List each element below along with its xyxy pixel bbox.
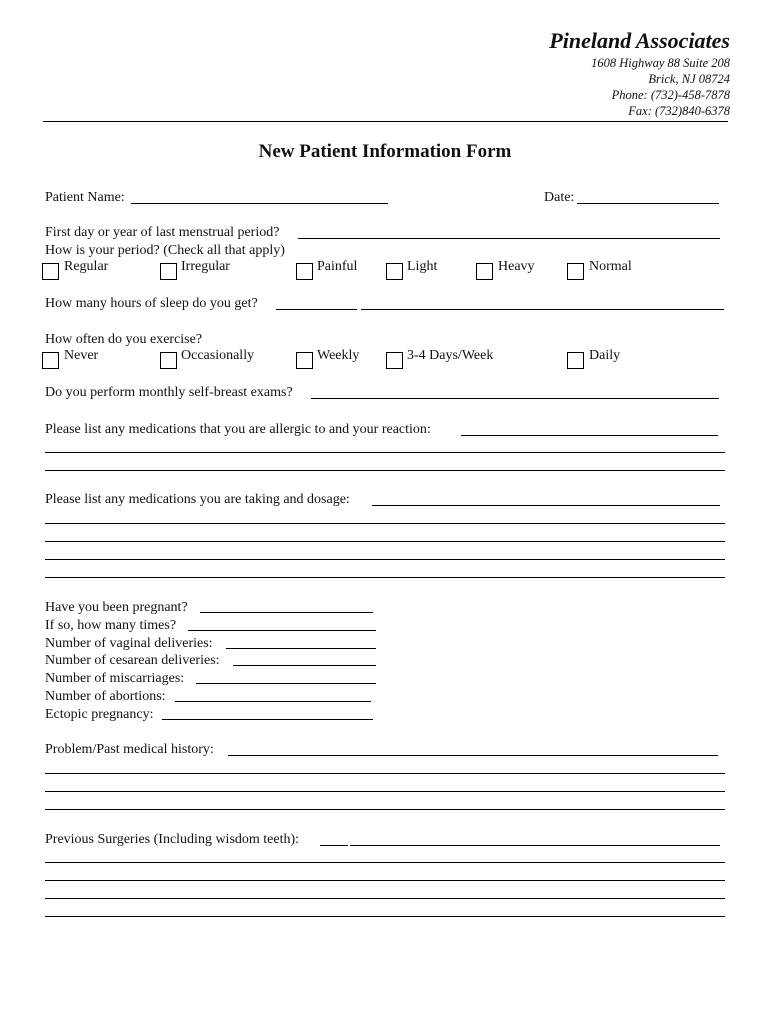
surgeries-line-5[interactable] bbox=[45, 916, 725, 917]
option-normal-label: Normal bbox=[589, 259, 632, 274]
pregnant-field[interactable] bbox=[200, 612, 373, 613]
medications-line-2[interactable] bbox=[45, 523, 725, 524]
times-label: If so, how many times? bbox=[45, 618, 177, 633]
vaginal-field[interactable] bbox=[226, 648, 376, 649]
company-name: Pineland Associates bbox=[549, 28, 730, 53]
option-occasionally-label: Occasionally bbox=[181, 348, 255, 363]
patient-name-label: Patient Name: bbox=[45, 190, 125, 205]
breast-exam-field[interactable] bbox=[311, 398, 719, 399]
surgeries-field[interactable] bbox=[350, 845, 720, 846]
period-question: How is your period? (Check all that apply) bbox=[45, 243, 285, 258]
exercise-question: How often do you exercise? bbox=[45, 332, 203, 347]
option-light-label: Light bbox=[407, 259, 438, 274]
header-divider bbox=[43, 121, 728, 122]
option-regular-label: Regular bbox=[64, 259, 109, 274]
checkbox-normal[interactable] bbox=[567, 263, 584, 280]
miscarriages-label: Number of miscarriages: bbox=[45, 671, 185, 686]
medications-line-4[interactable] bbox=[45, 559, 725, 560]
form-title: New Patient Information Form bbox=[258, 141, 512, 162]
checkbox-3-4-days[interactable] bbox=[386, 352, 403, 369]
sleep-label: How many hours of sleep do you get? bbox=[45, 296, 258, 311]
cesarean-field[interactable] bbox=[233, 665, 376, 666]
checkbox-weekly[interactable] bbox=[296, 352, 313, 369]
checkbox-regular[interactable] bbox=[42, 263, 59, 280]
checkbox-occasionally[interactable] bbox=[160, 352, 177, 369]
surgeries-line-2[interactable] bbox=[45, 862, 725, 863]
option-heavy-label: Heavy bbox=[498, 259, 535, 274]
patient-name-field[interactable] bbox=[131, 203, 388, 204]
abortions-label: Number of abortions: bbox=[45, 689, 166, 704]
surgeries-line-4[interactable] bbox=[45, 898, 725, 899]
allergies-line-3[interactable] bbox=[45, 470, 725, 471]
history-label: Problem/Past medical history: bbox=[45, 742, 214, 757]
sleep-field[interactable] bbox=[276, 309, 357, 310]
menstrual-label: First day or year of last menstrual period? bbox=[45, 225, 280, 240]
phone-number: Phone: (732)-458-7878 bbox=[611, 88, 730, 102]
address-line-1: 1608 Highway 88 Suite 208 bbox=[591, 56, 730, 70]
option-irregular-label: Irregular bbox=[181, 259, 230, 274]
medications-line-5[interactable] bbox=[45, 577, 725, 578]
vaginal-label: Number of vaginal deliveries: bbox=[45, 636, 213, 651]
address-line-2: Brick, NJ 08724 bbox=[648, 72, 730, 86]
medications-field[interactable] bbox=[372, 505, 720, 506]
option-weekly-label: Weekly bbox=[317, 348, 360, 363]
option-daily-label: Daily bbox=[589, 348, 621, 363]
checkbox-light[interactable] bbox=[386, 263, 403, 280]
checkbox-irregular[interactable] bbox=[160, 263, 177, 280]
surgeries-line-3[interactable] bbox=[45, 880, 725, 881]
surgeries-field-short[interactable] bbox=[320, 845, 348, 846]
checkbox-painful[interactable] bbox=[296, 263, 313, 280]
ectopic-field[interactable] bbox=[162, 719, 373, 720]
checkbox-never[interactable] bbox=[42, 352, 59, 369]
option-painful-label: Painful bbox=[317, 259, 358, 274]
checkbox-daily[interactable] bbox=[567, 352, 584, 369]
miscarriages-field[interactable] bbox=[196, 683, 376, 684]
allergies-field[interactable] bbox=[461, 435, 718, 436]
sleep-extra-field[interactable] bbox=[361, 309, 724, 310]
cesarean-label: Number of cesarean deliveries: bbox=[45, 653, 220, 668]
allergies-line-2[interactable] bbox=[45, 452, 725, 453]
allergies-label: Please list any medications that you are allergic to and your reaction: bbox=[45, 422, 431, 437]
breast-exam-label: Do you perform monthly self-breast exams? bbox=[45, 385, 293, 400]
times-field[interactable] bbox=[188, 630, 376, 631]
history-line-2[interactable] bbox=[45, 773, 725, 774]
option-3-4-days-label: 3-4 Days/Week bbox=[407, 348, 494, 363]
medications-label: Please list any medications you are taking and dosage: bbox=[45, 492, 350, 507]
history-field[interactable] bbox=[228, 755, 718, 756]
abortions-field[interactable] bbox=[175, 701, 371, 702]
history-line-3[interactable] bbox=[45, 791, 725, 792]
pregnant-label: Have you been pregnant? bbox=[45, 600, 188, 615]
medications-line-3[interactable] bbox=[45, 541, 725, 542]
history-line-4[interactable] bbox=[45, 809, 725, 810]
checkbox-heavy[interactable] bbox=[476, 263, 493, 280]
date-label: Date: bbox=[544, 190, 575, 205]
option-never-label: Never bbox=[64, 348, 99, 363]
fax-number: Fax: (732)840-6378 bbox=[628, 104, 730, 118]
surgeries-label: Previous Surgeries (Including wisdom teeth): bbox=[45, 832, 300, 847]
ectopic-label: Ectopic pregnancy: bbox=[45, 707, 154, 722]
date-field[interactable] bbox=[577, 203, 719, 204]
menstrual-field[interactable] bbox=[298, 238, 720, 239]
